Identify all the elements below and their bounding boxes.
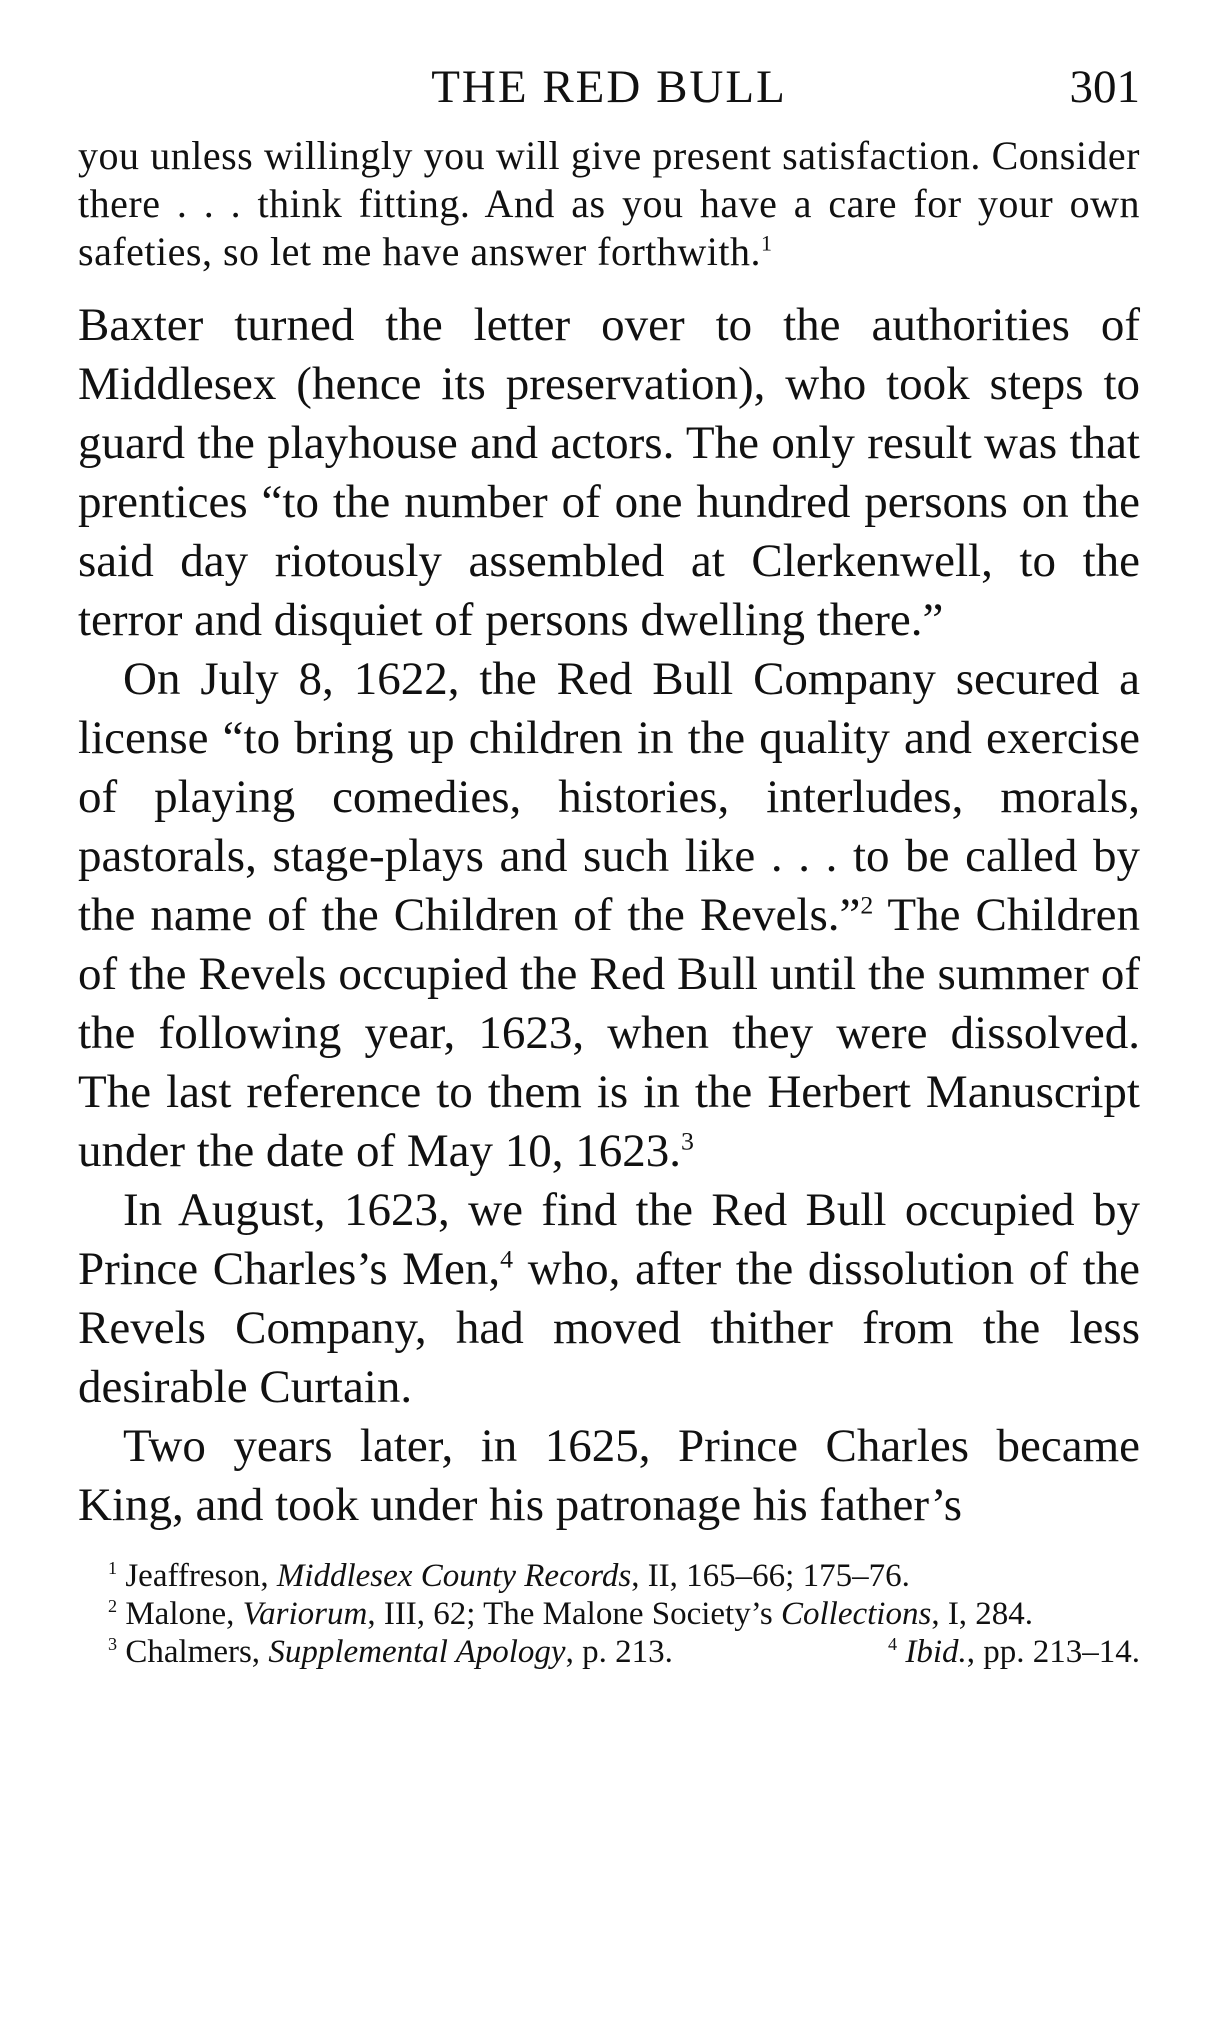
book-page — [78, 60, 1140, 1671]
footnote-3-work: Supplemental Apology — [268, 1634, 566, 1670]
footnote-4-mark: 4 — [888, 1634, 898, 1654]
footnote-ref-4: 4 — [500, 1244, 514, 1274]
footnote-2-author: Malone, — [125, 1596, 243, 1632]
paragraph-4: Two years later, in 1625, Prince Charles became King, and took under his patronage his father’s — [78, 1420, 1140, 1531]
footnote-1 — [78, 1557, 1140, 1595]
page-number: 301 — [1069, 61, 1140, 113]
footnote-3 — [108, 1633, 673, 1671]
block-quote — [78, 132, 1140, 276]
paragraph-2 — [78, 650, 1140, 1181]
footnote-2-mid: , III, 62; The Malone Society’s — [367, 1596, 781, 1632]
footnote-1-work: Middlesex County Records — [276, 1558, 632, 1594]
paragraph-2-part-b: The Children of the Revels occupied the Red Bull until the summer of the following year, 1623, when they were dissolved. The last reference to them is in the Herbert Manuscript under the date of May 10, 1623. — [78, 889, 1140, 1177]
paragraph-1: Baxter turned the letter over to the authorities of Middlesex (hence its preservation), who took steps to guard the playhouse and actors. The only result was that prentices “to the number of one hundred persons on the said day riotously assembled at Clerkenwell, to the terror and disquiet of persons dwelling there.” — [78, 299, 1140, 646]
footnote-1-rest: , II, 165–66; 175–76. — [631, 1558, 910, 1594]
quote-text: you unless willingly you will give present satisfaction. Consider there . . . think fitting. And as you have a care for your own safeties, so let me have answer forthwith. — [78, 133, 1140, 274]
footnote-3-rest: , p. 213. — [565, 1634, 673, 1670]
footnote-2-work: Variorum — [242, 1596, 368, 1632]
footnote-2-work2: Collections — [780, 1596, 932, 1632]
footnote-ref-2: 2 — [860, 890, 874, 920]
footnote-2-rest: , I, 284. — [931, 1596, 1034, 1632]
running-title: THE RED BULL — [431, 61, 787, 113]
footnote-4 — [888, 1633, 1140, 1671]
footnote-3-author: Chalmers, — [125, 1634, 269, 1670]
footnote-2-mark: 2 — [108, 1596, 118, 1616]
footnote-1-author: Jeaffreson, — [125, 1558, 277, 1594]
paragraph-2-part-a: On July 8, 1622, the Red Bull Company secured a license “to bring up children in the quality and exercise of playing comedies, histories, interludes, morals, pastorals, stage-plays and such like . . . to be called by the name of the Children of the Revels.” — [78, 653, 1140, 941]
footnotes — [78, 1557, 1140, 1671]
footnote-4-work: Ibid. — [905, 1634, 967, 1670]
body-text — [78, 296, 1140, 1535]
footnote-4-rest: , pp. 213–14. — [966, 1634, 1140, 1670]
footnote-ref-3: 3 — [681, 1126, 694, 1156]
footnote-1-mark: 1 — [108, 1558, 118, 1578]
paragraph-3-part-b: who, after the dissolution of the Revels Company, had moved thither from the less desirable Curtain. — [78, 1243, 1141, 1413]
footnote-ref-1: 1 — [761, 230, 773, 256]
paragraph-3-part-a: In August, 1623, we find the Red Bull occupied by Prince Charles’s Men, — [78, 1184, 1140, 1295]
footnote-row-3-4 — [78, 1633, 1140, 1671]
paragraph-3 — [78, 1181, 1140, 1417]
footnote-2 — [78, 1595, 1140, 1633]
footnote-3-mark: 3 — [108, 1634, 118, 1654]
running-head — [78, 60, 1140, 132]
